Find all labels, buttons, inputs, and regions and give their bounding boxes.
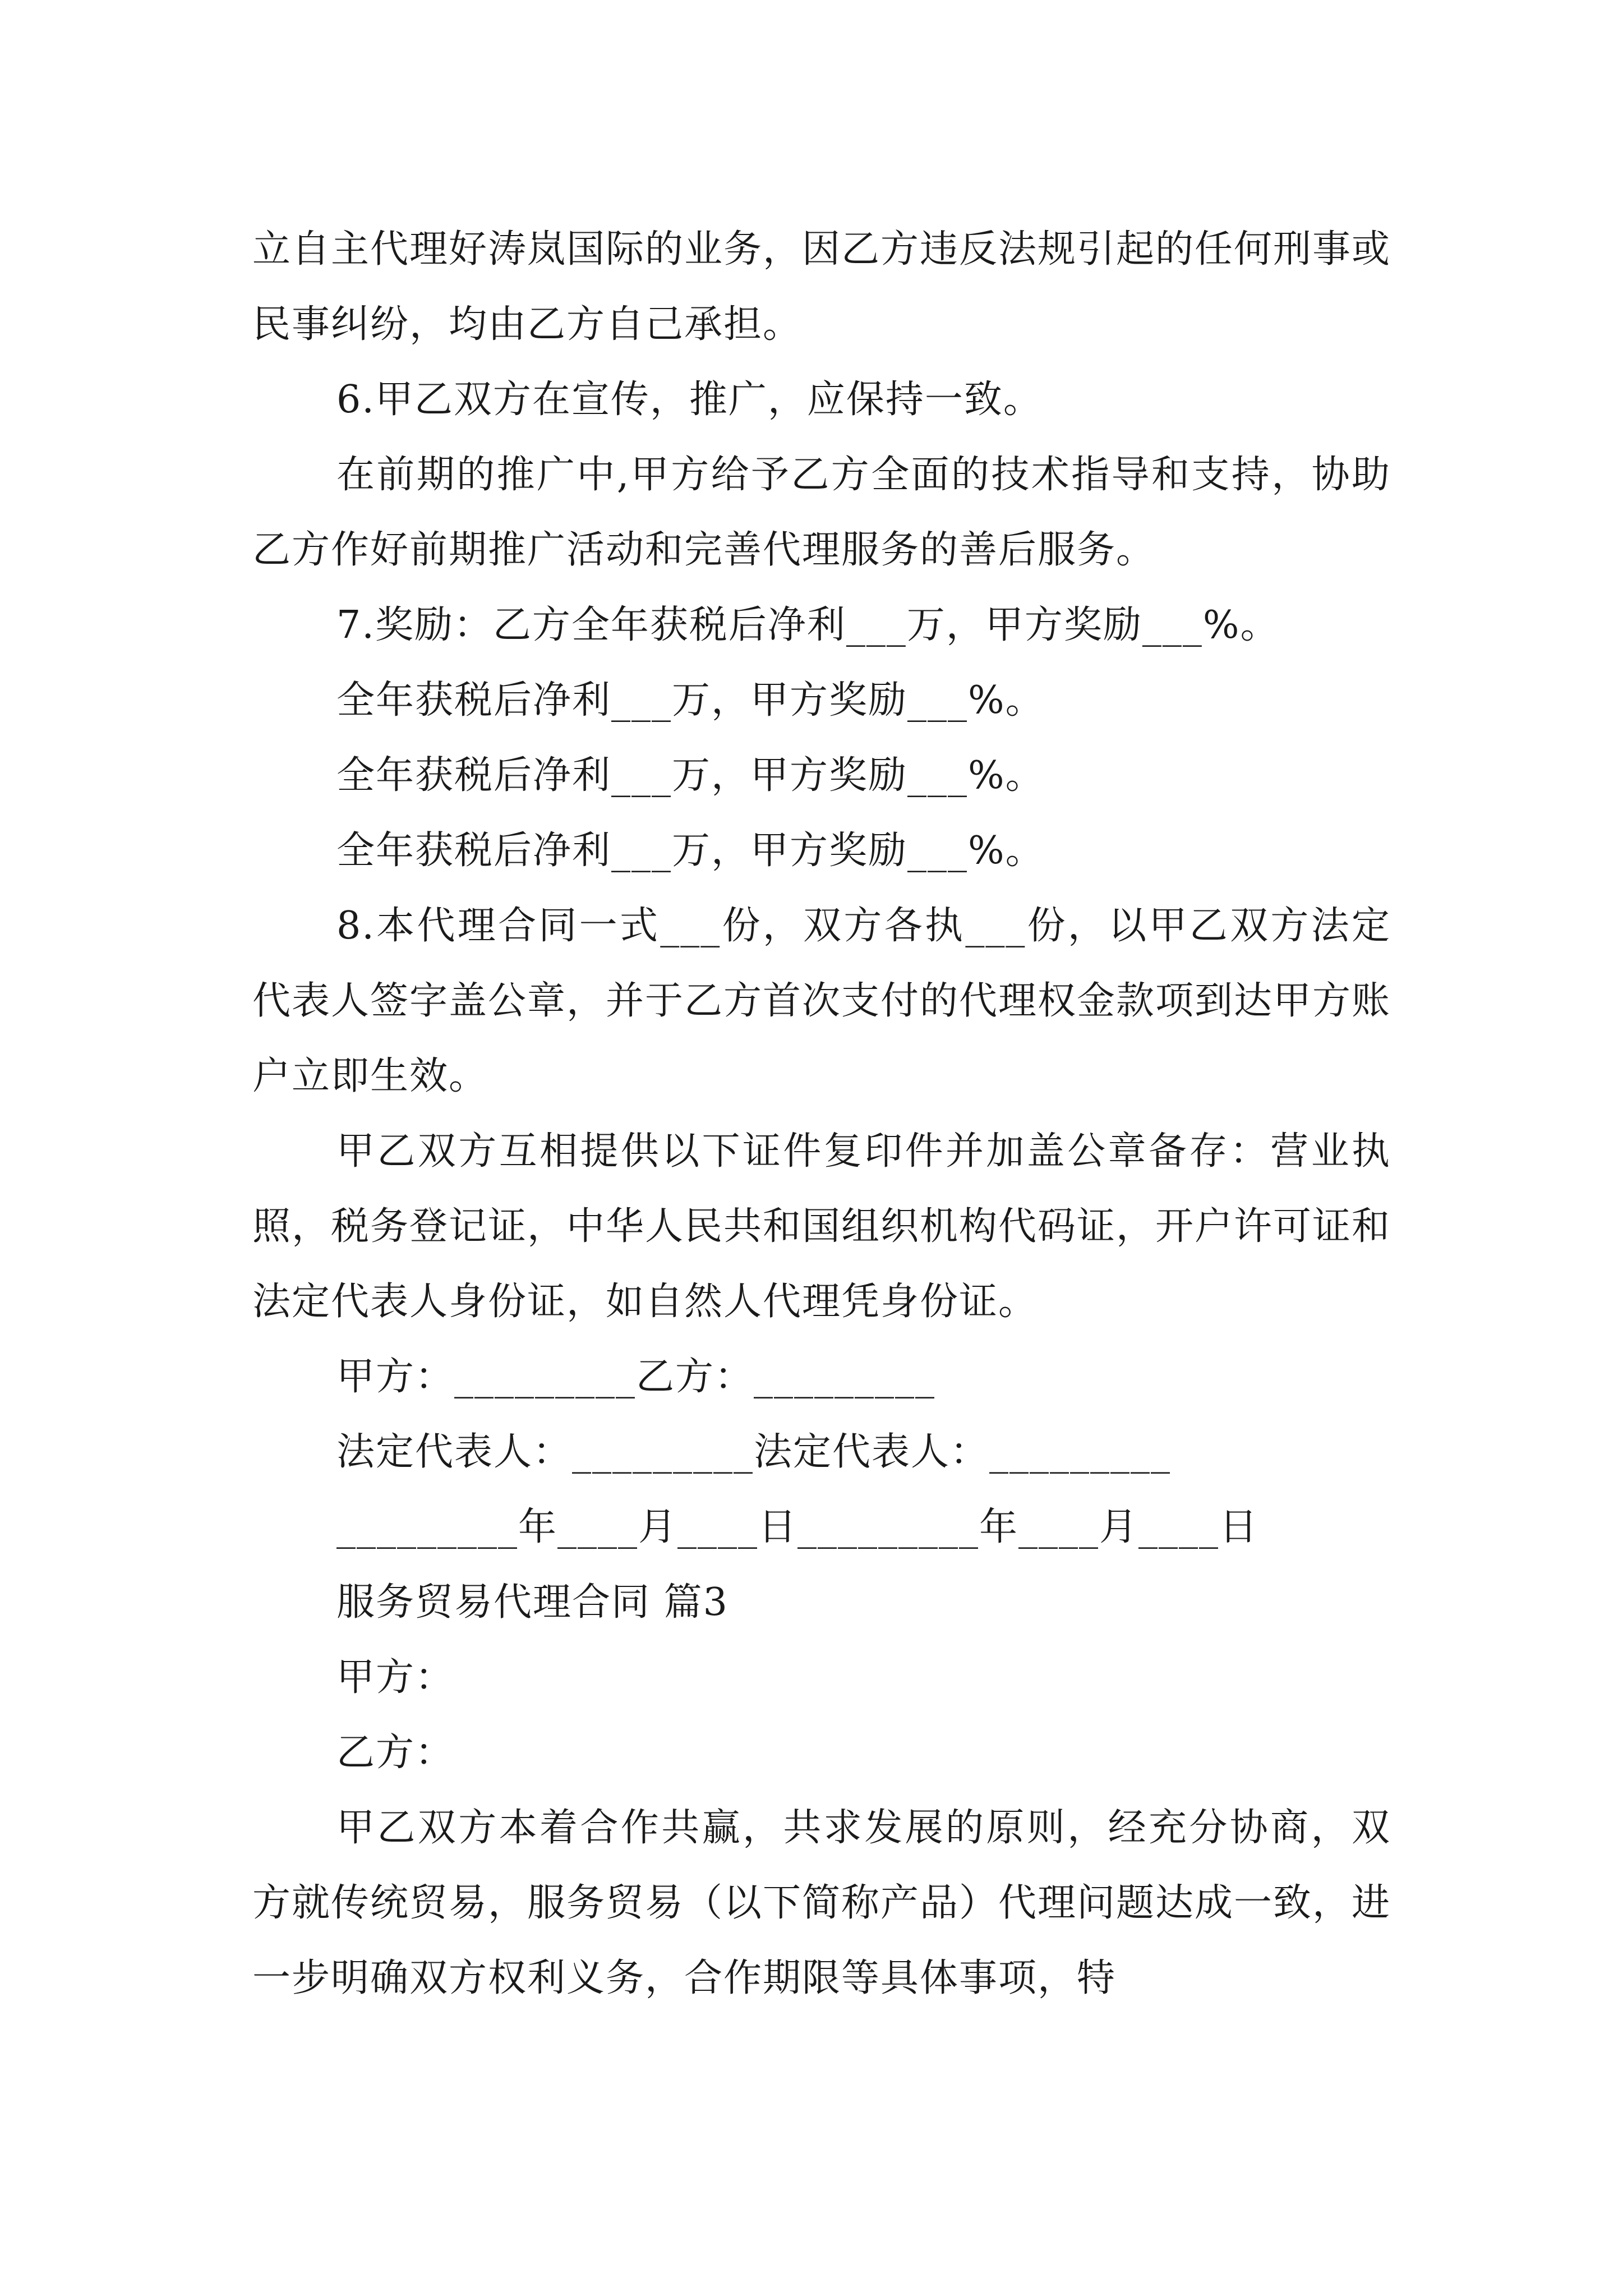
- clause-7-line-4: 全年获税后净利___万，甲方奖励___%。: [336, 829, 1045, 873]
- clause-7: 7.奖励：乙方全年获税后净利___万，甲方奖励___%。: [336, 603, 1280, 647]
- signature-parties: 甲方：_________乙方：_________: [336, 1355, 936, 1399]
- intro-paragraph: 甲乙双方本着合作共赢，共求发展的原则，经充分协商，双方就传统贸易，服务贸易（以下简称产品）代理问题达成一致，进一步明确双方权利义务，合作期限等具体事项，特: [252, 1806, 1391, 2000]
- signature-representatives: 法定代表人：_________法定代表人：_________: [336, 1430, 1172, 1474]
- section-title: 服务贸易代理合同 篇3: [336, 1580, 728, 1625]
- party-b-label: 乙方：: [336, 1731, 455, 1775]
- clause-6: 6.甲乙双方在宣传，推广，应保持一致。: [336, 378, 1043, 422]
- clause-8-documents: 甲乙双方互相提供以下证件复印件并加盖公章备存：营业执照，税务登记证，中华人民共和国组织机构代码证，开户许可证和法定代表人身份证，如自然人代理凭身份证。: [252, 1129, 1391, 1324]
- clause-8: 8.本代理合同一式___份，双方各执___份，以甲乙双方法定代表人签字盖公章，并于乙方首次支付的代理权金款项到达甲方账户立即生效。: [252, 904, 1391, 1098]
- document-body: [252, 212, 1391, 2016]
- clause-7-line-3: 全年获税后净利___万，甲方奖励___%。: [336, 753, 1045, 798]
- paragraph-continuation: 立自主代理好涛岚国际的业务，因乙方违反法规引起的任何刑事或民事纠纷，均由乙方自己承担。: [252, 227, 1391, 347]
- signature-dates: _________年____月____日_________年____月____日: [336, 1505, 1259, 1549]
- party-a-label: 甲方：: [336, 1655, 455, 1700]
- clause-7-line-2: 全年获税后净利___万，甲方奖励___%。: [336, 678, 1045, 723]
- clause-6-detail: 在前期的推广中,甲方给予乙方全面的技术指导和支持，协助乙方作好前期推广活动和完善代理服务的善后服务。: [252, 453, 1391, 572]
